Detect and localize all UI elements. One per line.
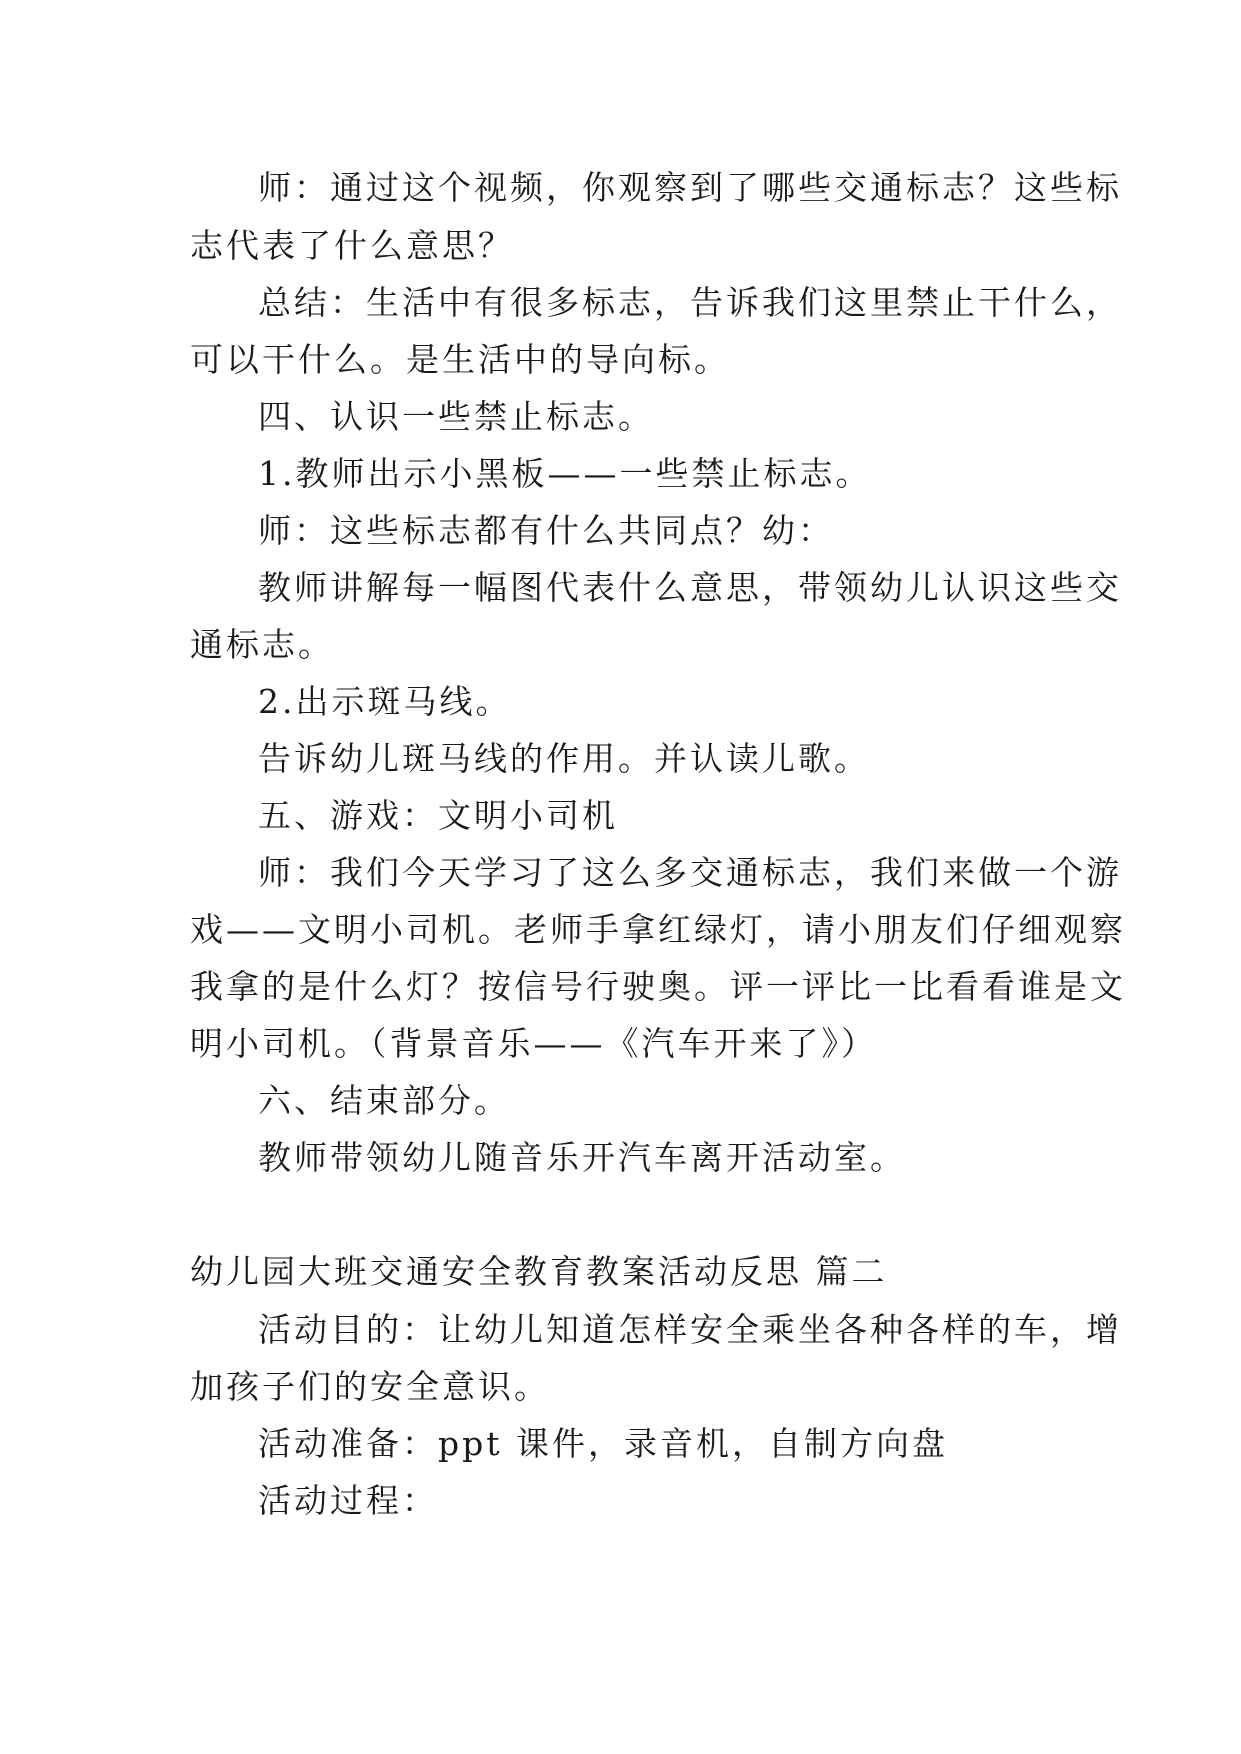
paragraph-line: 总结：生活中有很多标志，告诉我们这里禁止干什么， (258, 283, 1122, 322)
paragraph-line: 告诉幼儿斑马线的作用。并认读儿歌。 (258, 739, 870, 778)
article-title: 幼儿园大班交通安全教育教案活动反思 篇二 (190, 1252, 888, 1291)
paragraph-line: 师：我们今天学习了这么多交通标志，我们来做一个游 (258, 853, 1122, 892)
paragraph-line: 活动准备：ppt 课件，录音机，自制方向盘 (258, 1424, 948, 1463)
paragraph-line: 活动过程： (258, 1481, 438, 1520)
paragraph-line: 志代表了什么意思？ (190, 226, 514, 265)
paragraph-line: 师：通过这个视频，你观察到了哪些交通标志？这些标 (258, 168, 1122, 207)
paragraph-line: 师：这些标志都有什么共同点？幼： (258, 511, 834, 550)
section-heading: 四、认识一些禁止标志。 (258, 397, 654, 436)
paragraph-line: 教师讲解每一幅图代表什么意思，带领幼儿认识这些交 (258, 568, 1122, 607)
section-heading: 五、游戏：文明小司机 (258, 796, 618, 835)
paragraph-line: 通标志。 (190, 625, 334, 664)
section-heading: 六、结束部分。 (258, 1081, 510, 1120)
paragraph-line: 1.教师出示小黑板——一些禁止标志。 (258, 454, 872, 493)
paragraph-line: 明小司机。（背景音乐——《汽车开来了》） (190, 1024, 877, 1063)
paragraph-line: 2.出示斑马线。 (258, 682, 512, 721)
paragraph-line: 加孩子们的安全意识。 (190, 1367, 550, 1406)
paragraph-line: 我拿的是什么灯？按信号行驶奥。评一评比一比看看谁是文 (190, 967, 1126, 1006)
paragraph-line: 可以干什么。是生活中的导向标。 (190, 340, 730, 379)
paragraph-line: 戏——文明小司机。老师手拿红绿灯，请小朋友们仔细观察 (190, 910, 1126, 949)
paragraph-line: 活动目的：让幼儿知道怎样安全乘坐各种各样的车，增 (258, 1310, 1122, 1349)
paragraph-line: 教师带领幼儿随音乐开汽车离开活动室。 (258, 1138, 906, 1177)
